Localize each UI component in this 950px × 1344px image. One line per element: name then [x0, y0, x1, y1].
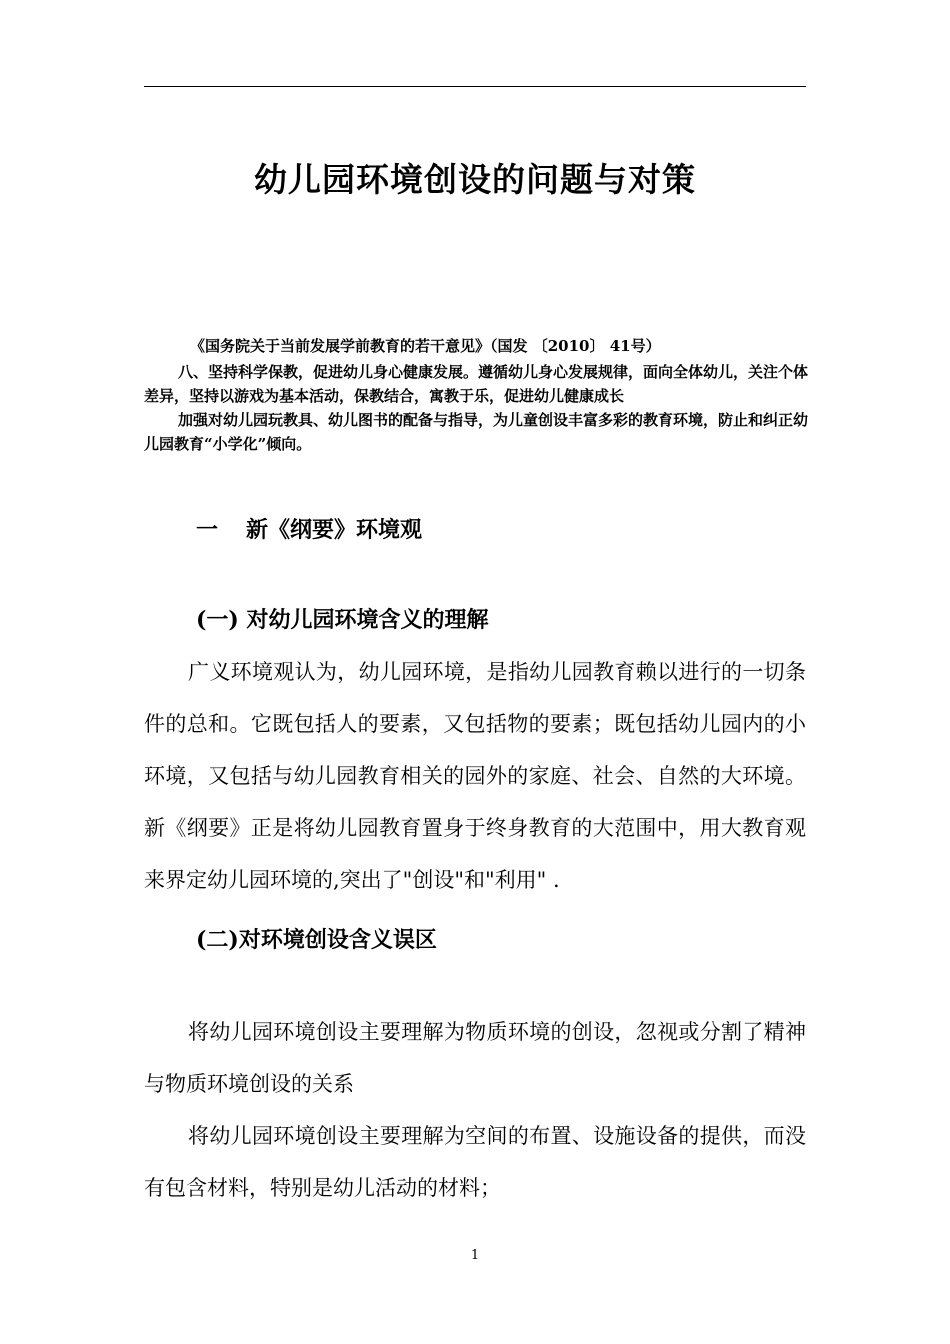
page-number: 1: [470, 1248, 480, 1263]
quote-paragraph-2: 加强对幼儿园玩教具、幼儿图书的配备与指导，为儿童创设丰富多彩的教育环境，防止和纠正幼儿园教育“小学化”倾向。: [144, 411, 809, 453]
subsection-two-body-2: [144, 1110, 806, 1214]
body-paragraph: 广义环境观认为，幼儿园环境，是指幼儿园教育赖以进行的一切条件的总和。它既包括人的要素，又包括物的要素；既包括幼儿园内的小环境，又包括与幼儿园教育相关的园外的家庭、社会、自然的大环境。新《纲要》正是将幼儿园教育置身于终身教育的大范围中，用大教育观来界定幼儿园环境的,突出了"创设"和"利用" .: [144, 660, 806, 892]
subsection-one-body: [144, 646, 806, 906]
quote-source: 《国务院关于当前发展学前教育的若干意见》（国发 〔2010〕 41号）: [190, 337, 661, 355]
policy-quote-block: [144, 334, 808, 456]
document-title: 幼儿园环境创设的问题与对策: [254, 160, 696, 199]
body-paragraph: 将幼儿园环境创设主要理解为空间的布置、设施设备的提供，而没有包含材料，特别是幼儿活动的材料；: [144, 1124, 806, 1200]
subsection-two-body-1: [144, 1006, 806, 1110]
section-one-number: 一: [196, 517, 219, 543]
section-one-title: 新《纲要》环境观: [246, 517, 423, 543]
quote-paragraph-1: 八、坚持科学保教，促进幼儿身心健康发展。遵循幼儿身心发展规律，面向全体幼儿，关注个体差异，坚持以游戏为基本活动，保教结合，寓教于乐，促进幼儿健康成长: [144, 363, 809, 405]
subsection-one-heading: (一) 对幼儿园环境含义的理解: [196, 607, 489, 633]
subsection-two-heading: (二)对环境创设含义误区: [196, 927, 437, 953]
header-rule: [144, 86, 806, 87]
body-paragraph: 将幼儿园环境创设主要理解为物质环境的创设，忽视或分割了精神与物质环境创设的关系: [144, 1020, 806, 1096]
section-one-heading: [196, 514, 422, 546]
